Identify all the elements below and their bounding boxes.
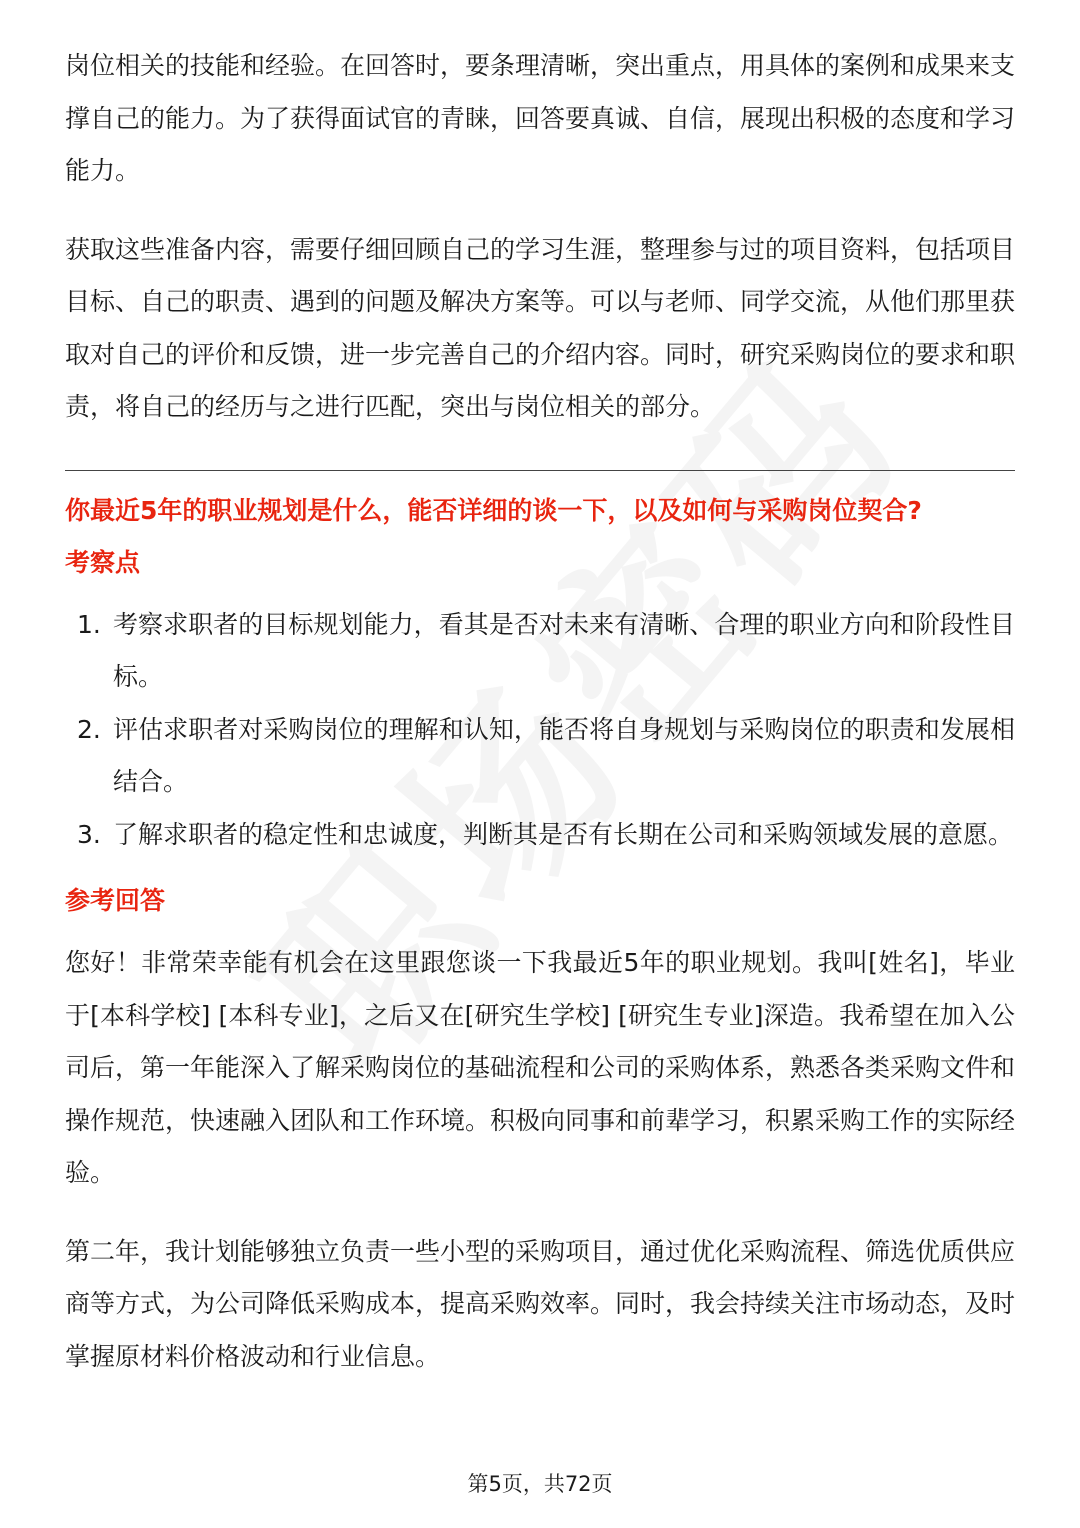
page-footer: 第5页，共72页 (467, 1472, 613, 1496)
section-divider (65, 470, 1015, 471)
intro-paragraph-1: 岗位相关的技能和经验。在回答时，要条理清晰，突出重点，用具体的案例和成果来支撑自己的能力。为了获得面试官的青睐，回答要真诚、自信，展现出积极的态度和学习能力。 (65, 51, 1016, 185)
list-number: 1. (77, 609, 101, 639)
list-item (65, 704, 1015, 809)
intro-paragraph-2: 获取这些准备内容，需要仔细回顾自己的学习生涯，整理参与过的项目资料，包括项目目标、自己的职责、遇到的问题及解决方案等。可以与老师、同学交流，从他们那里获取对自己的评价和反馈，进一步完善自己的介绍内容。同时，研究采购岗位的要求和职责，将自己的经历与之进行匹配，突出与岗位相关的部分。 (65, 234, 1016, 421)
list-item (65, 599, 1015, 704)
list-item-text: 了解求职者的稳定性和忠诚度，判断其是否有长期在公司和采购领域发展的意愿。 (113, 819, 1014, 849)
reference-answer-title: 参考回答 (65, 886, 166, 915)
list-number: 2. (77, 714, 101, 744)
answer-paragraph-2: 第二年，我计划能够独立负责一些小型的采购项目，通过优化采购流程、筛选优质供应商等方式，为公司降低采购成本，提高采购效率。同时，我会持续关注市场动态，及时掌握原材料价格波动和行业信息。 (65, 1236, 1016, 1371)
list-item (65, 809, 1015, 862)
list-item-text: 评估求职者对采购岗位的理解和认知，能否将自身规划与采购岗位的职责和发展相结合。 (113, 714, 1015, 796)
answer-paragraph-1: 您好！非常荣幸能有机会在这里跟您谈一下我最近5年的职业规划。我叫[姓名]，毕业于[本科学校] [本科专业]，之后又在[研究生学校] [研究生专业]深造。我希望在加入公司后，第一年能深入了解采购岗位的基础流程和公司的采购体系，熟悉各类采购文件和操作规范，快速融入团队和工作环境。积极向同事和前辈学习，积累采购工作的实际经验。 (65, 948, 1016, 1187)
document-body (65, 40, 1015, 1383)
exam-points-list (65, 599, 1015, 862)
list-number: 3. (77, 819, 101, 849)
question-heading: 你最近5年的职业规划是什么，能否详细的谈一下，以及如何与采购岗位契合? (65, 495, 922, 525)
exam-points-title: 考察点 (65, 547, 141, 577)
list-item-text: 考察求职者的目标规划能力，看其是否对未来有清晰、合理的职业方向和阶段性目标。 (113, 609, 1015, 691)
